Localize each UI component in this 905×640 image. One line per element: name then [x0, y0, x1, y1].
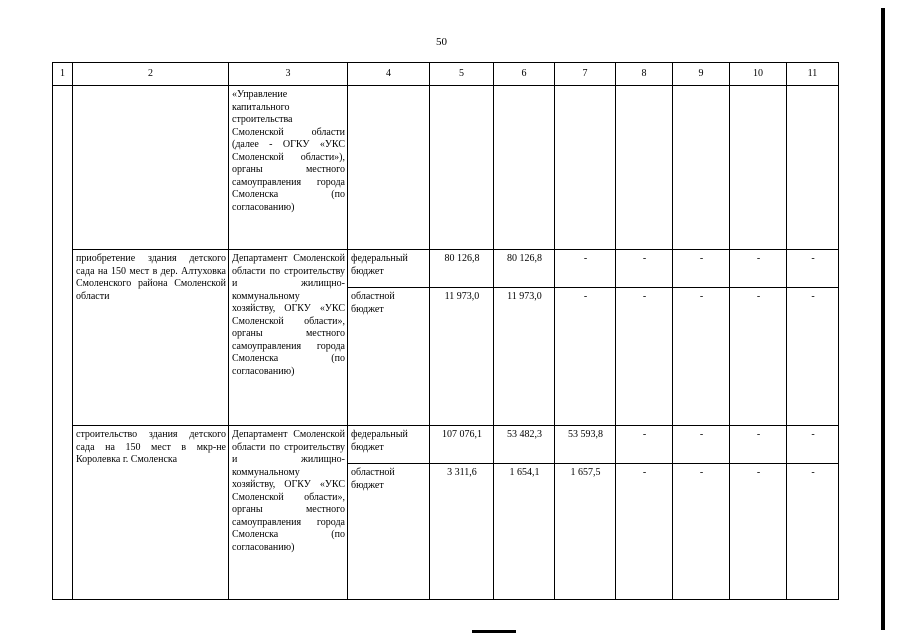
value-cell: 1 657,5 [555, 464, 616, 600]
value-cell: - [616, 464, 673, 600]
value-cell: - [730, 426, 787, 464]
scan-bottom-mark [472, 630, 516, 633]
col-header: 9 [673, 63, 730, 86]
funding-source-cell: федеральный бюджет [348, 250, 430, 288]
col-header: 4 [348, 63, 430, 86]
col-header: 7 [555, 63, 616, 86]
executor-cell: Департамент Смоленской области по строительству и жилищно-коммунальному хозяйству, ОГКУ «УКС Смоленской области», органы местного самоуправления города Смоленска (по согласованию) [229, 426, 348, 600]
executor-cell: «Управление капитального строительства Смоленской области (далее - ОГКУ «УКС Смоленской области»), органы местного самоуправления города Смоленска (по согласованию) [229, 86, 348, 250]
col-header: 3 [229, 63, 348, 86]
value-cell: 53 482,3 [494, 426, 555, 464]
table-cell [730, 86, 787, 250]
table-cell [616, 86, 673, 250]
table-cell [73, 86, 229, 250]
measure-name-cell: строительство здания детского сада на 150 мест в мкр-не Королевка г. Смоленска [73, 426, 229, 600]
scan-edge-bar [881, 8, 885, 630]
value-cell: 80 126,8 [494, 250, 555, 288]
column-number-row [53, 63, 839, 86]
value-cell: - [787, 250, 839, 288]
value-cell: - [730, 464, 787, 600]
table-cell [430, 86, 494, 250]
value-cell: - [730, 250, 787, 288]
value-cell: - [730, 288, 787, 426]
value-cell: - [787, 288, 839, 426]
table-cell [53, 86, 73, 600]
value-cell: - [555, 250, 616, 288]
table-cell [787, 86, 839, 250]
value-cell: - [673, 426, 730, 464]
value-cell: 11 973,0 [430, 288, 494, 426]
table-cell [494, 86, 555, 250]
col-header: 1 [53, 63, 73, 86]
value-cell: - [673, 464, 730, 600]
table-row [53, 250, 839, 288]
value-cell: - [616, 288, 673, 426]
col-header: 6 [494, 63, 555, 86]
col-header: 10 [730, 63, 787, 86]
funding-source-cell: областной бюджет [348, 288, 430, 426]
table-cell [555, 86, 616, 250]
value-cell: 53 593,8 [555, 426, 616, 464]
funding-source-cell: федеральный бюджет [348, 426, 430, 464]
measure-name-cell: приобретение здания детского сада на 150 мест в дер. Алтуховка Смоленского района Смоленской области [73, 250, 229, 426]
value-cell: 107 076,1 [430, 426, 494, 464]
col-header: 11 [787, 63, 839, 86]
value-cell: - [616, 250, 673, 288]
value-cell: - [616, 426, 673, 464]
executor-cell: Департамент Смоленской области по строительству и жилищно-коммунальному хозяйству, ОГКУ «УКС Смоленской области», органы местного самоуправления города Смоленска (по согласованию) [229, 250, 348, 426]
col-header: 2 [73, 63, 229, 86]
value-cell: - [787, 426, 839, 464]
value-cell: 11 973,0 [494, 288, 555, 426]
value-cell: - [787, 464, 839, 600]
col-header: 5 [430, 63, 494, 86]
value-cell: - [673, 288, 730, 426]
funding-source-cell: областной бюджет [348, 464, 430, 600]
table-cell [348, 86, 430, 250]
value-cell: - [673, 250, 730, 288]
value-cell: 1 654,1 [494, 464, 555, 600]
value-cell: 3 311,6 [430, 464, 494, 600]
program-table [52, 62, 839, 600]
table-cell [673, 86, 730, 250]
page-number: 50 [436, 36, 447, 48]
table-row [53, 86, 839, 250]
table-row [53, 426, 839, 464]
col-header: 8 [616, 63, 673, 86]
value-cell: - [555, 288, 616, 426]
value-cell: 80 126,8 [430, 250, 494, 288]
